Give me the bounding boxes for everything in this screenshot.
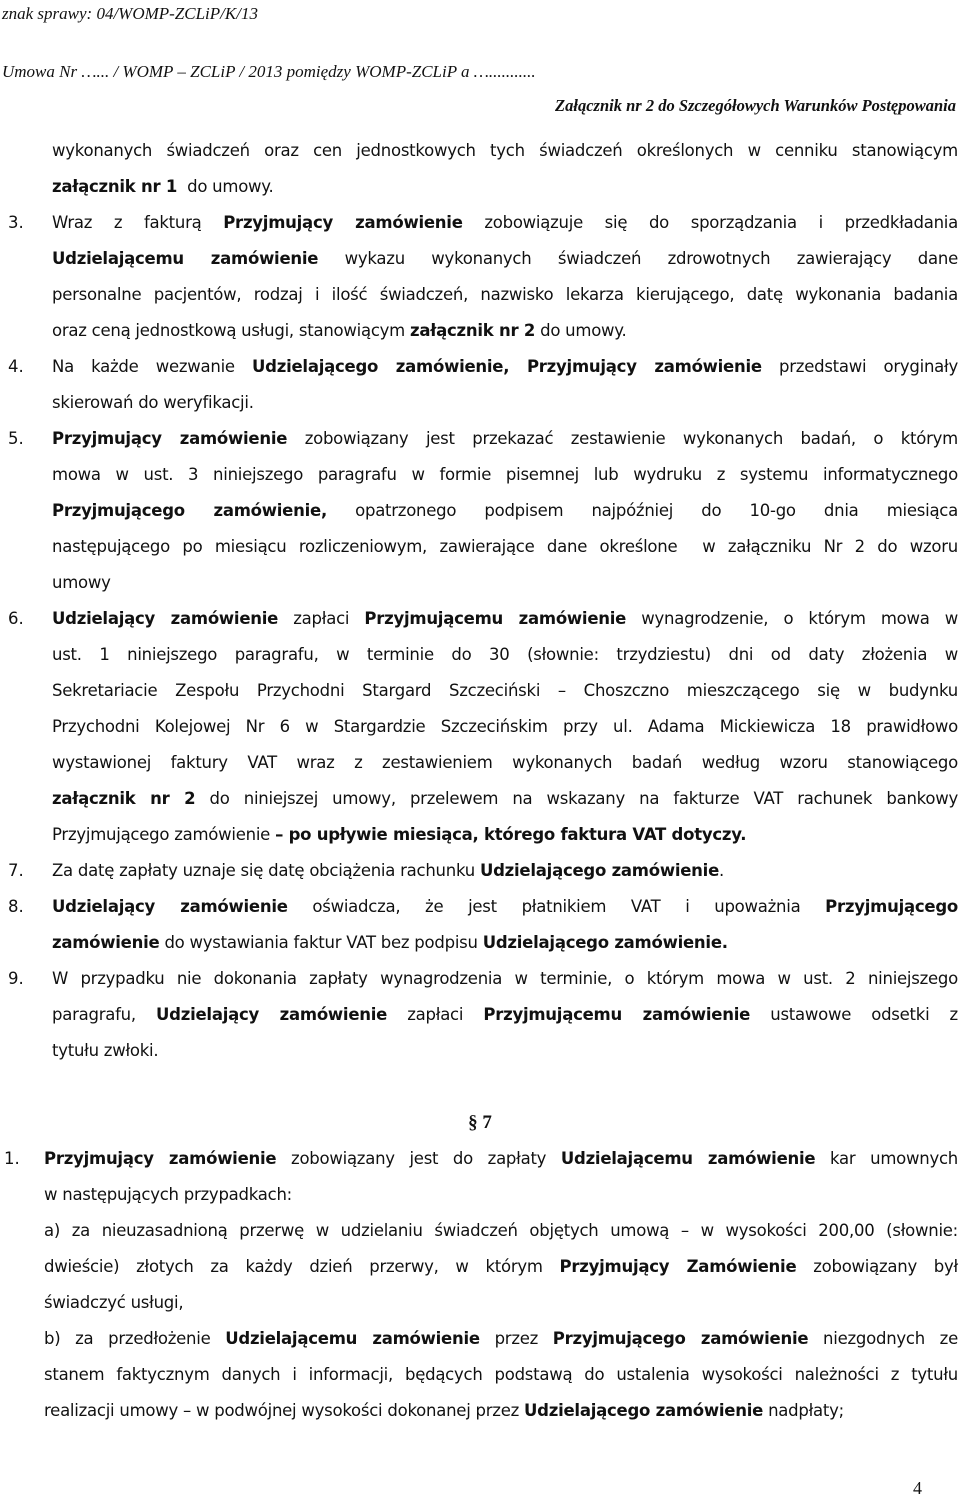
list-number: 7. — [8, 861, 24, 880]
text-line: ust. 1 niniejszego paragrafu, w terminie do 30 (słownie: trzydziestu) dni od daty złożenia w — [52, 645, 958, 664]
text-line: załącznik nr 2 do niniejszej umowy, przelewem na wskazany na fakturze VAT rachunek bankowy — [52, 789, 958, 808]
list-number: 4. — [8, 357, 24, 376]
text-line: Udzielający zamówienie zapłaci Przyjmującemu zamówienie wynagrodzenie, o którym mowa w — [52, 609, 958, 628]
text-line: Przyjmujący zamówienie zobowiązany jest przekazać zestawienie wykonanych badań, o którym — [52, 429, 958, 448]
list-number: 9. — [8, 969, 24, 988]
text-line: oraz ceną jednostkową usługi, stanowiącym załącznik nr 2 do umowy. — [52, 321, 627, 340]
text-line: umowy — [52, 573, 111, 592]
list-number: 3. — [8, 213, 24, 232]
contract-title: Umowa Nr …... / WOMP – ZCLiP / 2013 pomiędzy WOMP-ZCLiP a …........... — [2, 62, 536, 81]
text-line: realizacji umowy – w podwójnej wysokości dokonanej przez Udzielającego zamówienie nadpłaty; — [44, 1401, 844, 1420]
case-reference: znak sprawy: 04/WOMP-ZCLiP/K/13 — [2, 4, 258, 23]
text-line: b) za przedłożenie Udzielającemu zamówienie przez Przyjmującego zamówienie niezgodnych ze — [44, 1329, 958, 1348]
page-number: 4 — [913, 1478, 922, 1498]
text-line: Przyjmującego zamówienie – po upływie miesiąca, którego faktura VAT dotyczy. — [52, 825, 747, 844]
text-line: dwieście) złotych za każdy dzień przerwy, w którym Przyjmujący Zamówienie zobowiązany był — [44, 1257, 958, 1276]
list-number: 5. — [8, 429, 24, 448]
list-number: 8. — [8, 897, 24, 916]
text-line: Udzielającemu zamówienie wykazu wykonanych świadczeń zdrowotnych zawierający dane — [52, 249, 958, 268]
annex-title: Załącznik nr 2 do Szczegółowych Warunków Postępowania — [555, 96, 956, 115]
text-line: Przyjmujący zamówienie zobowiązany jest do zapłaty Udzielającemu zamówienie kar umownych — [44, 1149, 958, 1168]
text-line: Za datę zapłaty uznaje się datę obciążenia rachunku Udzielającego zamówienie. — [52, 861, 725, 880]
text-line: mowa w ust. 3 niniejszego paragrafu w formie pisemnej lub wydruku z systemu informatycznego — [52, 465, 958, 484]
list-number: 1. — [4, 1149, 20, 1168]
text-line: wykonanych świadczeń oraz cen jednostkowych tych świadczeń określonych w cenniku stanowiącym — [52, 141, 958, 160]
text-line: wystawionej faktury VAT wraz z zestawieniem wykonanych badań według wzoru stanowiącego — [52, 753, 958, 772]
section-heading: § 7 — [468, 1112, 492, 1133]
text-line: zamówienie do wystawiania faktur VAT bez podpisu Udzielającego zamówienie. — [52, 933, 728, 952]
text-line: Udzielający zamówienie oświadcza, że jest płatnikiem VAT i upoważnia Przyjmującego — [52, 897, 958, 916]
text-line: załącznik nr 1 do umowy. — [52, 177, 274, 196]
text-line: Sekretariacie Zespołu Przychodni Stargard Szczeciński – Choszczno mieszczącego się w budynku — [52, 681, 958, 700]
text-line: W przypadku nie dokonania zapłaty wynagrodzenia w terminie, o którym mowa w ust. 2 niniejszego — [52, 969, 958, 988]
text-line: tytułu zwłoki. — [52, 1041, 159, 1060]
text-line: Przyjmującego zamówienie, opatrzonego podpisem najpóźniej do 10-go dnia miesiąca — [52, 501, 958, 520]
text-line: personalne pacjentów, rodzaj i ilość świadczeń, nazwisko lekarza kierującego, datę wykonania badania — [52, 285, 958, 304]
text-line: stanem faktycznym danych i informacji, będących podstawą do ustalenia wysokości należności z tytułu — [44, 1365, 958, 1384]
text-line: Wraz z fakturą Przyjmujący zamówienie zobowiązuje się do sporządzania i przedkładania — [52, 213, 958, 232]
text-line: a) za nieuzasadnioną przerwę w udzielaniu świadczeń objętych umową – w wysokości 200,00 (słownie: — [44, 1221, 958, 1240]
text-line: skierowań do weryfikacji. — [52, 393, 254, 412]
text-line: Na każde wezwanie Udzielającego zamówienie, Przyjmujący zamówienie przedstawi oryginały — [52, 357, 958, 376]
text-line: świadczyć usługi, — [44, 1293, 184, 1312]
list-number: 6. — [8, 609, 24, 628]
text-line: w następujących przypadkach: — [44, 1185, 292, 1204]
text-line: Przychodni Kolejowej Nr 6 w Stargardzie Szczecińskim przy ul. Adama Mickiewicza 18 prawidłowo — [52, 717, 958, 736]
text-line: paragrafu, Udzielający zamówienie zapłaci Przyjmującemu zamówienie ustawowe odsetki z — [52, 1005, 958, 1024]
text-line: następującego po miesiącu rozliczeniowym, zawierające dane określone w załączniku Nr 2 do wzoru — [52, 537, 958, 556]
